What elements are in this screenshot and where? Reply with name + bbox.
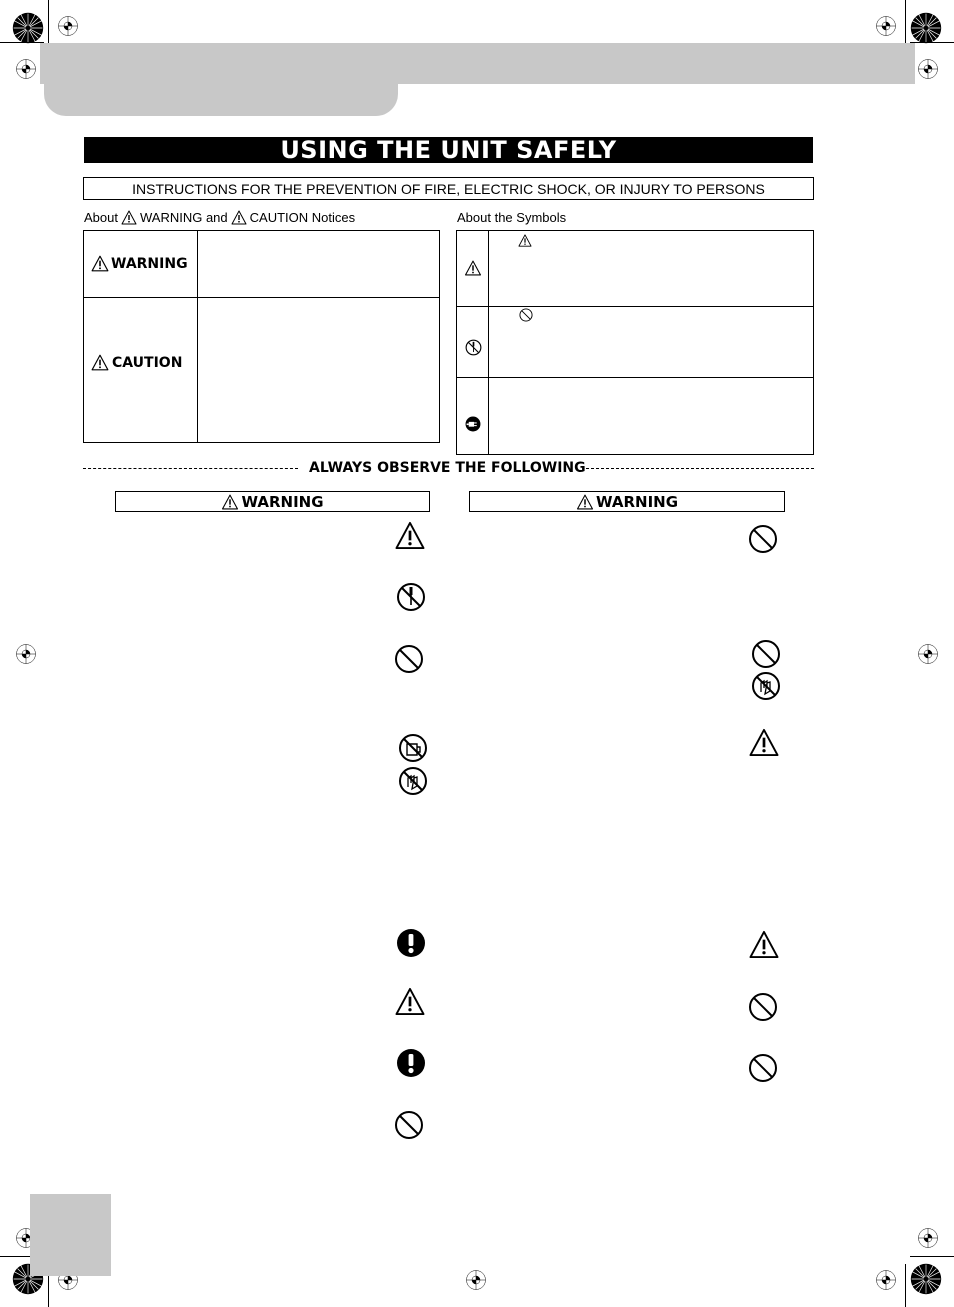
caution-triangle-icon bbox=[221, 494, 239, 510]
mandatory-icon bbox=[396, 928, 426, 958]
starburst-mark-icon bbox=[910, 12, 942, 44]
warning-label: WARNING bbox=[91, 255, 188, 272]
prohibited-icon bbox=[519, 308, 533, 322]
registration-mark-icon bbox=[918, 59, 938, 79]
about-notices-heading: About WARNING and CAUTION Notices bbox=[84, 210, 356, 225]
starburst-mark-icon bbox=[12, 12, 44, 44]
caution-label: CAUTION bbox=[91, 354, 182, 371]
page-subtitle: INSTRUCTIONS FOR THE PREVENTION OF FIRE, ELECTRIC SHOCK, OR INJURY TO PERSONS bbox=[132, 180, 765, 197]
left-warning-header: WARNING bbox=[115, 491, 430, 512]
prohibited-icon bbox=[394, 644, 424, 674]
notices-table bbox=[83, 230, 440, 443]
caution-triangle-icon bbox=[121, 210, 137, 225]
subtitle-box bbox=[83, 177, 814, 200]
header-tab bbox=[44, 60, 398, 116]
prohibited-icon bbox=[748, 992, 778, 1022]
caution-triangle-icon bbox=[394, 521, 426, 550]
registration-mark-icon bbox=[58, 16, 78, 36]
registration-mark-icon bbox=[16, 644, 36, 664]
mandatory-icon bbox=[396, 1048, 426, 1078]
about-symbols-heading: About the Symbols bbox=[457, 210, 567, 225]
prohibited-icon bbox=[751, 639, 781, 669]
registration-mark-icon bbox=[16, 59, 36, 79]
caution-triangle-icon bbox=[748, 728, 780, 757]
prohibited-icon bbox=[748, 524, 778, 554]
page-number-tab bbox=[30, 1194, 111, 1276]
caution-triangle-icon bbox=[748, 930, 780, 959]
always-observe-heading: ALWAYS OBSERVE THE FOLLOWING bbox=[309, 460, 586, 476]
registration-mark-icon bbox=[466, 1270, 486, 1290]
page-title-bar bbox=[84, 137, 813, 163]
right-warning-header: WARNING bbox=[469, 491, 785, 512]
caution-triangle-icon bbox=[91, 255, 109, 272]
no-disassembly-icon bbox=[396, 582, 426, 612]
registration-mark-icon bbox=[876, 16, 896, 36]
prohibited-icon bbox=[394, 1110, 424, 1140]
starburst-mark-icon bbox=[910, 1263, 942, 1295]
caution-triangle-icon bbox=[394, 987, 426, 1016]
no-disassembly-icon bbox=[465, 339, 482, 356]
prohibited-icon bbox=[748, 1053, 778, 1083]
page-title: USING THE UNIT SAFELY bbox=[280, 136, 617, 164]
caution-triangle-icon bbox=[576, 494, 594, 510]
unplug-icon bbox=[465, 416, 481, 432]
always-observe-divider bbox=[83, 458, 814, 480]
no-touch-icon bbox=[751, 671, 781, 701]
caution-triangle-icon bbox=[91, 354, 109, 371]
caution-triangle-icon bbox=[518, 234, 532, 247]
caution-triangle-icon bbox=[464, 260, 482, 276]
no-touch-icon bbox=[398, 766, 428, 796]
caution-triangle-icon bbox=[231, 210, 247, 225]
no-water-icon bbox=[398, 733, 428, 763]
registration-mark-icon bbox=[918, 1228, 938, 1248]
registration-mark-icon bbox=[876, 1270, 896, 1290]
registration-mark-icon bbox=[918, 644, 938, 664]
symbols-table bbox=[456, 230, 814, 455]
